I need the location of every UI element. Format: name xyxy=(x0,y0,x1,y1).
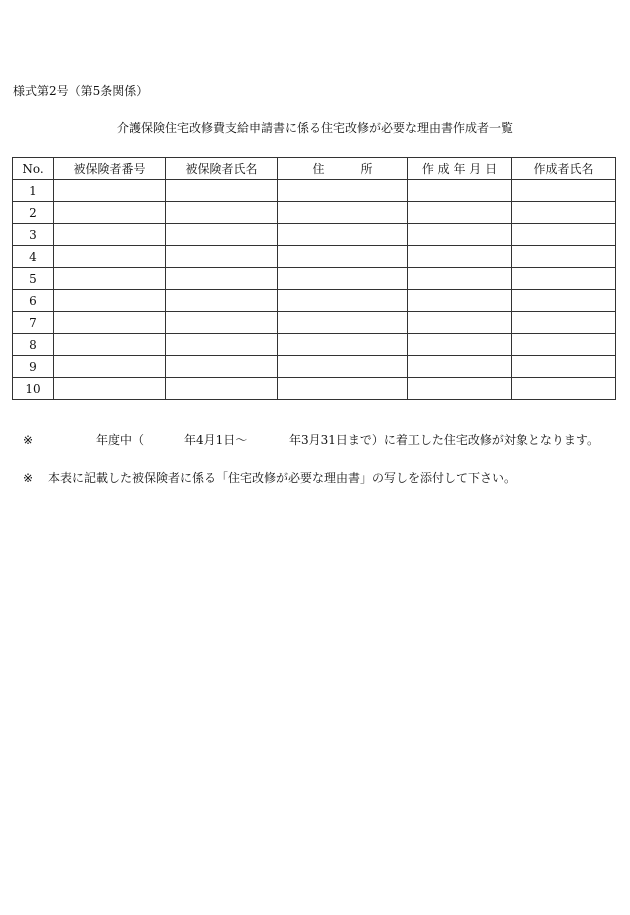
created-date-cell[interactable] xyxy=(408,356,512,378)
address-cell[interactable] xyxy=(278,334,408,356)
insured-name-cell[interactable] xyxy=(166,378,278,400)
note-period-to: 年3月31日まで）に着工した住宅改修が対象となります。 xyxy=(289,433,599,447)
table-row xyxy=(13,224,616,246)
table-row xyxy=(13,290,616,312)
author-name-cell[interactable] xyxy=(512,268,616,290)
row-number: 3 xyxy=(13,224,54,246)
table-row xyxy=(13,334,616,356)
insured-number-cell[interactable] xyxy=(54,224,166,246)
created-date-cell[interactable] xyxy=(408,378,512,400)
address-cell[interactable] xyxy=(278,202,408,224)
insured-name-cell[interactable] xyxy=(166,202,278,224)
created-date-cell[interactable] xyxy=(408,268,512,290)
header-insured-number: 被保険者番号 xyxy=(54,158,166,180)
row-number: 5 xyxy=(13,268,54,290)
insured-name-cell[interactable] xyxy=(166,224,278,246)
row-number: 6 xyxy=(13,290,54,312)
address-cell[interactable] xyxy=(278,246,408,268)
insured-number-cell[interactable] xyxy=(54,356,166,378)
author-name-cell[interactable] xyxy=(512,378,616,400)
note-period-from: 年4月1日～ xyxy=(184,433,248,447)
form-number: 様式第2号（第5条関係） xyxy=(13,84,149,98)
address-cell[interactable] xyxy=(278,312,408,334)
table-row xyxy=(13,180,616,202)
author-name-cell[interactable] xyxy=(512,180,616,202)
insured-name-cell[interactable] xyxy=(166,356,278,378)
note-period-mark: ※ xyxy=(23,433,34,447)
created-date-cell[interactable] xyxy=(408,334,512,356)
created-date-cell[interactable] xyxy=(408,312,512,334)
table-row xyxy=(13,202,616,224)
row-number: 8 xyxy=(13,334,54,356)
address-cell[interactable] xyxy=(278,378,408,400)
address-cell[interactable] xyxy=(278,290,408,312)
header-no: No. xyxy=(13,158,54,180)
author-name-cell[interactable] xyxy=(512,290,616,312)
author-name-cell[interactable] xyxy=(512,356,616,378)
address-cell[interactable] xyxy=(278,268,408,290)
header-author-name: 作成者氏名 xyxy=(512,158,616,180)
address-cell[interactable] xyxy=(278,224,408,246)
insured-name-cell[interactable] xyxy=(166,268,278,290)
insured-number-cell[interactable] xyxy=(54,378,166,400)
author-list-table xyxy=(12,157,616,400)
table-row xyxy=(13,312,616,334)
table-row xyxy=(13,246,616,268)
header-created-date: 作 成 年 月 日 xyxy=(408,158,512,180)
table-row xyxy=(13,356,616,378)
insured-name-cell[interactable] xyxy=(166,312,278,334)
address-cell[interactable] xyxy=(278,180,408,202)
note-period-fiscal-year: 年度中（ xyxy=(96,433,145,447)
insured-number-cell[interactable] xyxy=(54,246,166,268)
insured-number-cell[interactable] xyxy=(54,202,166,224)
created-date-cell[interactable] xyxy=(408,224,512,246)
table-row xyxy=(13,378,616,400)
insured-number-cell[interactable] xyxy=(54,312,166,334)
author-name-cell[interactable] xyxy=(512,246,616,268)
row-number: 7 xyxy=(13,312,54,334)
note-attachment-mark: ※ xyxy=(23,471,34,485)
created-date-cell[interactable] xyxy=(408,202,512,224)
table-header-row xyxy=(13,158,616,180)
row-number: 4 xyxy=(13,246,54,268)
header-insured-name: 被保険者氏名 xyxy=(166,158,278,180)
author-name-cell[interactable] xyxy=(512,312,616,334)
insured-number-cell[interactable] xyxy=(54,290,166,312)
created-date-cell[interactable] xyxy=(408,246,512,268)
row-number: 2 xyxy=(13,202,54,224)
header-address: 住 所 xyxy=(278,158,408,180)
author-name-cell[interactable] xyxy=(512,224,616,246)
document-title: 介護保険住宅改修費支給申請書に係る住宅改修が必要な理由書作成者一覧 xyxy=(116,121,513,135)
row-number: 1 xyxy=(13,180,54,202)
note-attachment: 本表に記載した被保険者に係る「住宅改修が必要な理由書」の写しを添付して下さい。 xyxy=(48,471,517,485)
row-number: 10 xyxy=(13,378,54,400)
insured-name-cell[interactable] xyxy=(166,246,278,268)
address-cell[interactable] xyxy=(278,356,408,378)
insured-name-cell[interactable] xyxy=(166,180,278,202)
row-number: 9 xyxy=(13,356,54,378)
insured-name-cell[interactable] xyxy=(166,334,278,356)
created-date-cell[interactable] xyxy=(408,290,512,312)
created-date-cell[interactable] xyxy=(408,180,512,202)
author-name-cell[interactable] xyxy=(512,334,616,356)
insured-number-cell[interactable] xyxy=(54,268,166,290)
insured-number-cell[interactable] xyxy=(54,180,166,202)
table-row xyxy=(13,268,616,290)
insured-number-cell[interactable] xyxy=(54,334,166,356)
author-name-cell[interactable] xyxy=(512,202,616,224)
insured-name-cell[interactable] xyxy=(166,290,278,312)
